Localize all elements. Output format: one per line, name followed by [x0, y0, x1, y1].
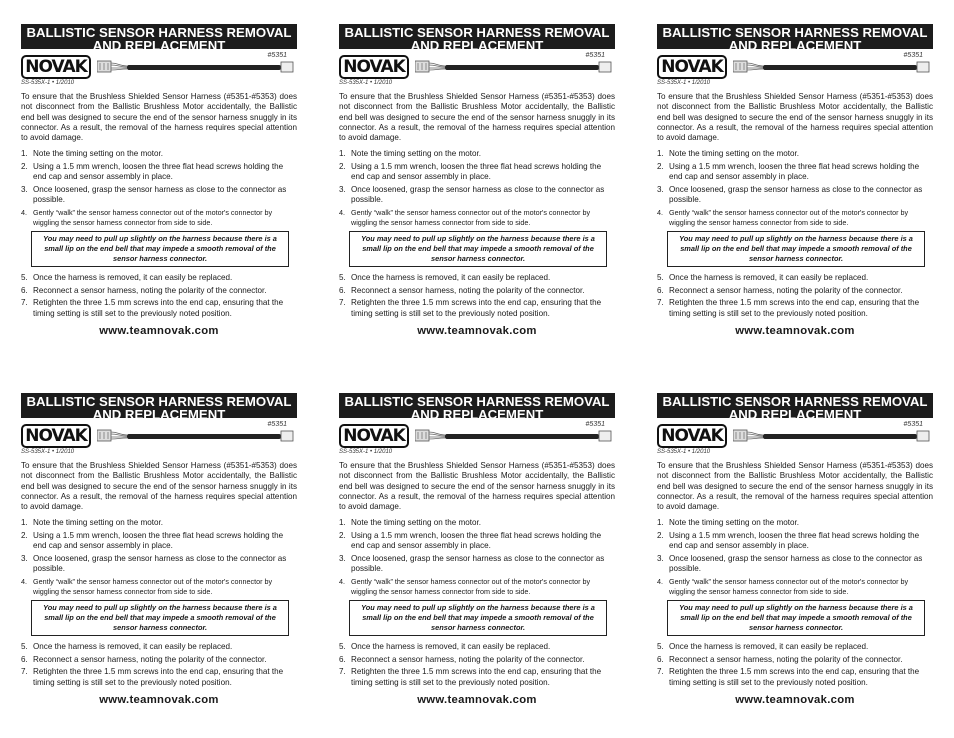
intro-paragraph: To ensure that the Brushless Shielded Sensor Harness (#5351-#5353) does not disconnect from the Ballistic Brushless Motor accidentally, the Ballistic end bell was designed to secure the end of the sensor harness snuggly in its connector. As a result, the removal of the harness requires special attention to avoid damage. [657, 92, 933, 143]
steps-list-1 [21, 518, 297, 597]
list-item [21, 554, 297, 575]
step-number: 2. [657, 161, 664, 171]
step-number: 4. [657, 207, 663, 217]
list-item [21, 149, 297, 159]
novak-logo: NOVAK [657, 55, 727, 79]
steps-list-1 [339, 149, 615, 228]
step-text: Once loosened, grasp the sensor harness as close to the connector as possible. [33, 184, 287, 205]
step-number: 1. [657, 149, 664, 159]
list-item [657, 655, 933, 665]
step-text: Reconnect a sensor harness, noting the polarity of the connector. [669, 285, 903, 295]
list-item [657, 667, 933, 688]
list-item [21, 531, 297, 552]
part-number: #5351 [267, 52, 287, 59]
novak-logo: NOVAK [339, 55, 409, 79]
caution-note: You may need to pull up slightly on the harness because there is a small lip on the end bell that may impede a smooth removal of the sensor harness connector. [349, 231, 607, 267]
step-number: 2. [21, 530, 28, 540]
step-text: Note the timing setting on the motor. [669, 149, 800, 159]
step-number: 7. [339, 667, 346, 677]
sensor-harness-image [415, 426, 613, 448]
step-text: Once the harness is removed, it can easily be replaced. [351, 642, 551, 652]
list-item [657, 577, 933, 598]
step-text: Note the timing setting on the motor. [351, 149, 482, 159]
list-item [657, 531, 933, 552]
list-item [657, 518, 933, 528]
document-code: SS-535X-1 • 1/2010 [339, 80, 393, 86]
step-text: Retighten the three 1.5 mm screws into the end cap, ensuring that the timing setting is still set to the previously noted position. [33, 667, 284, 687]
list-item [21, 286, 297, 296]
card-title: BALLISTIC SENSOR HARNESS REMOVAL AND REPLACEMENT [339, 393, 615, 418]
website-url: www.teamnovak.com [735, 693, 855, 706]
list-item [21, 667, 297, 688]
step-number: 7. [21, 667, 28, 677]
step-text: Retighten the three 1.5 mm screws into the end cap, ensuring that the timing setting is still set to the previously noted position. [669, 667, 920, 687]
step-number: 5. [21, 642, 28, 652]
intro-paragraph: To ensure that the Brushless Shielded Sensor Harness (#5351-#5353) does not disconnect from the Ballistic Brushless Motor accidentally, the Ballistic end bell was designed to secure the end of the sensor harness snuggly in its connector. As a result, the removal of the harness requires special attention to avoid damage. [339, 461, 615, 512]
novak-logo: NOVAK [21, 55, 91, 79]
card-title: BALLISTIC SENSOR HARNESS REMOVAL AND REPLACEMENT [657, 24, 933, 49]
step-text: Gently “walk” the sensor harness connector out of the motor's connector by wiggling the sensor harness connector from side to side. [669, 576, 909, 596]
step-number: 3. [21, 184, 28, 194]
intro-paragraph: To ensure that the Brushless Shielded Sensor Harness (#5351-#5353) does not disconnect from the Ballistic Brushless Motor accidentally, the Ballistic end bell was designed to secure the end of the sensor harness snuggly in its connector. As a result, the removal of the harness requires special attention to avoid damage. [657, 461, 933, 512]
list-item [339, 149, 615, 159]
list-item [339, 298, 615, 319]
logo-row [21, 53, 297, 83]
step-text: Using a 1.5 mm wrench, loosen the three flat head screws holding the end cap and sensor assembly in place. [669, 530, 920, 551]
step-text: Reconnect a sensor harness, noting the polarity of the connector. [669, 654, 903, 664]
list-item [339, 518, 615, 528]
step-text: Note the timing setting on the motor. [33, 518, 164, 528]
step-number: 1. [21, 518, 28, 528]
instruction-card [339, 393, 615, 706]
instruction-card [657, 24, 933, 337]
step-text: Note the timing setting on the motor. [669, 518, 800, 528]
intro-paragraph: To ensure that the Brushless Shielded Sensor Harness (#5351-#5353) does not disconnect from the Ballistic Brushless Motor accidentally, the Ballistic end bell was designed to secure the end of the sensor harness snuggly in its connector. As a result, the removal of the harness requires special attention to avoid damage. [339, 92, 615, 143]
list-item [21, 273, 297, 283]
step-text: Note the timing setting on the motor. [33, 149, 164, 159]
step-text: Gently “walk” the sensor harness connector out of the motor's connector by wiggling the sensor harness connector from side to side. [33, 207, 273, 227]
step-number: 5. [657, 273, 664, 283]
intro-paragraph: To ensure that the Brushless Shielded Sensor Harness (#5351-#5353) does not disconnect from the Ballistic Brushless Motor accidentally, the Ballistic end bell was designed to secure the end of the sensor harness snuggly in its connector. As a result, the removal of the harness requires special attention to avoid damage. [21, 92, 297, 143]
step-text: Gently “walk” the sensor harness connector out of the motor's connector by wiggling the sensor harness connector from side to side. [669, 207, 909, 227]
list-item [21, 185, 297, 206]
step-number: 3. [657, 184, 664, 194]
list-item [657, 286, 933, 296]
caution-note: You may need to pull up slightly on the harness because there is a small lip on the end bell that may impede a smooth removal of the sensor harness connector. [667, 231, 925, 267]
logo-row [21, 422, 297, 452]
step-number: 2. [21, 161, 28, 171]
list-item [657, 298, 933, 319]
sensor-harness-image [97, 57, 295, 79]
step-number: 5. [21, 273, 28, 283]
step-text: Gently “walk” the sensor harness connector out of the motor's connector by wiggling the sensor harness connector from side to side. [33, 576, 273, 596]
step-text: Once loosened, grasp the sensor harness as close to the connector as possible. [351, 184, 605, 205]
list-item [657, 185, 933, 206]
list-item [339, 286, 615, 296]
card-title: BALLISTIC SENSOR HARNESS REMOVAL AND REPLACEMENT [21, 24, 297, 49]
logo-row [657, 53, 933, 83]
step-number: 5. [339, 273, 346, 283]
step-number: 2. [657, 530, 664, 540]
list-item [21, 208, 297, 229]
step-number: 6. [657, 654, 664, 664]
step-number: 7. [339, 298, 346, 308]
step-number: 2. [339, 530, 346, 540]
website-url: www.teamnovak.com [99, 693, 219, 706]
website-url: www.teamnovak.com [735, 324, 855, 337]
step-text: Once the harness is removed, it can easily be replaced. [351, 273, 551, 283]
document-code: SS-535X-1 • 1/2010 [21, 80, 75, 86]
list-item [21, 577, 297, 598]
caution-note: You may need to pull up slightly on the harness because there is a small lip on the end bell that may impede a smooth removal of the sensor harness connector. [667, 600, 925, 636]
step-number: 6. [21, 654, 28, 664]
step-number: 6. [339, 654, 346, 664]
step-text: Once the harness is removed, it can easily be replaced. [669, 273, 869, 283]
caution-note: You may need to pull up slightly on the harness because there is a small lip on the end bell that may impede a smooth removal of the sensor harness connector. [31, 231, 289, 267]
step-number: 3. [21, 553, 28, 563]
list-item [339, 642, 615, 652]
steps-list-2 [657, 642, 933, 688]
list-item [339, 577, 615, 598]
step-number: 1. [657, 518, 664, 528]
step-number: 4. [21, 207, 27, 217]
step-text: Once loosened, grasp the sensor harness as close to the connector as possible. [33, 553, 287, 574]
card-title: BALLISTIC SENSOR HARNESS REMOVAL AND REPLACEMENT [657, 393, 933, 418]
step-number: 7. [657, 298, 664, 308]
list-item [21, 298, 297, 319]
step-number: 3. [657, 553, 664, 563]
part-number: #5351 [585, 421, 605, 428]
steps-list-1 [657, 149, 933, 228]
list-item [21, 518, 297, 528]
step-number: 4. [657, 576, 663, 586]
document-code: SS-535X-1 • 1/2010 [657, 80, 711, 86]
step-number: 3. [339, 184, 346, 194]
step-number: 4. [339, 576, 345, 586]
step-text: Once the harness is removed, it can easily be replaced. [33, 642, 233, 652]
step-number: 1. [21, 149, 28, 159]
step-text: Retighten the three 1.5 mm screws into the end cap, ensuring that the timing setting is still set to the previously noted position. [351, 667, 602, 687]
list-item [21, 642, 297, 652]
part-number: #5351 [585, 52, 605, 59]
list-item [657, 554, 933, 575]
list-item [21, 655, 297, 665]
step-number: 6. [21, 285, 28, 295]
logo-row [339, 53, 615, 83]
step-text: Gently “walk” the sensor harness connector out of the motor's connector by wiggling the sensor harness connector from side to side. [351, 207, 591, 227]
step-number: 2. [339, 161, 346, 171]
website-url: www.teamnovak.com [417, 693, 537, 706]
step-number: 6. [339, 285, 346, 295]
step-text: Reconnect a sensor harness, noting the polarity of the connector. [351, 285, 585, 295]
step-text: Using a 1.5 mm wrench, loosen the three flat head screws holding the end cap and sensor assembly in place. [351, 161, 602, 182]
step-text: Once loosened, grasp the sensor harness as close to the connector as possible. [351, 553, 605, 574]
novak-logo: NOVAK [21, 424, 91, 448]
step-text: Using a 1.5 mm wrench, loosen the three flat head screws holding the end cap and sensor assembly in place. [351, 530, 602, 551]
website-url: www.teamnovak.com [99, 324, 219, 337]
step-number: 1. [339, 518, 346, 528]
logo-row [657, 422, 933, 452]
website-url: www.teamnovak.com [417, 324, 537, 337]
sensor-harness-image [733, 57, 931, 79]
step-text: Reconnect a sensor harness, noting the polarity of the connector. [33, 285, 267, 295]
step-text: Reconnect a sensor harness, noting the polarity of the connector. [351, 654, 585, 664]
list-item [339, 208, 615, 229]
steps-list-2 [21, 642, 297, 688]
steps-list-2 [657, 273, 933, 319]
list-item [657, 642, 933, 652]
step-text: Gently “walk” the sensor harness connector out of the motor's connector by wiggling the sensor harness connector from side to side. [351, 576, 591, 596]
document-code: SS-535X-1 • 1/2010 [21, 449, 75, 455]
part-number: #5351 [903, 52, 923, 59]
list-item [339, 655, 615, 665]
step-text: Once the harness is removed, it can easily be replaced. [669, 642, 869, 652]
document-code: SS-535X-1 • 1/2010 [657, 449, 711, 455]
instruction-card [657, 393, 933, 706]
steps-list-2 [339, 273, 615, 319]
step-number: 7. [657, 667, 664, 677]
steps-list-1 [339, 518, 615, 597]
caution-note: You may need to pull up slightly on the harness because there is a small lip on the end bell that may impede a smooth removal of the sensor harness connector. [31, 600, 289, 636]
list-item [339, 185, 615, 206]
step-text: Once loosened, grasp the sensor harness as close to the connector as possible. [669, 553, 923, 574]
instruction-card [339, 24, 615, 337]
steps-list-2 [21, 273, 297, 319]
list-item [339, 667, 615, 688]
step-text: Retighten the three 1.5 mm screws into the end cap, ensuring that the timing setting is still set to the previously noted position. [351, 298, 602, 318]
step-number: 4. [21, 576, 27, 586]
part-number: #5351 [267, 421, 287, 428]
part-number: #5351 [903, 421, 923, 428]
list-item [339, 531, 615, 552]
instruction-card [21, 393, 297, 706]
list-item [657, 273, 933, 283]
list-item [21, 162, 297, 183]
step-text: Once loosened, grasp the sensor harness as close to the connector as possible. [669, 184, 923, 205]
sensor-harness-image [415, 57, 613, 79]
step-text: Retighten the three 1.5 mm screws into the end cap, ensuring that the timing setting is still set to the previously noted position. [669, 298, 920, 318]
list-item [339, 273, 615, 283]
novak-logo: NOVAK [339, 424, 409, 448]
step-number: 5. [339, 642, 346, 652]
step-text: Note the timing setting on the motor. [351, 518, 482, 528]
step-text: Reconnect a sensor harness, noting the polarity of the connector. [33, 654, 267, 664]
card-title: BALLISTIC SENSOR HARNESS REMOVAL AND REPLACEMENT [21, 393, 297, 418]
logo-row [339, 422, 615, 452]
steps-list-1 [21, 149, 297, 228]
list-item [339, 554, 615, 575]
step-text: Retighten the three 1.5 mm screws into the end cap, ensuring that the timing setting is still set to the previously noted position. [33, 298, 284, 318]
instruction-card [21, 24, 297, 337]
step-text: Once the harness is removed, it can easily be replaced. [33, 273, 233, 283]
step-number: 3. [339, 553, 346, 563]
card-title: BALLISTIC SENSOR HARNESS REMOVAL AND REPLACEMENT [339, 24, 615, 49]
step-text: Using a 1.5 mm wrench, loosen the three flat head screws holding the end cap and sensor assembly in place. [669, 161, 920, 182]
caution-note: You may need to pull up slightly on the harness because there is a small lip on the end bell that may impede a smooth removal of the sensor harness connector. [349, 600, 607, 636]
steps-list-1 [657, 518, 933, 597]
step-number: 4. [339, 207, 345, 217]
steps-list-2 [339, 642, 615, 688]
step-number: 1. [339, 149, 346, 159]
step-text: Using a 1.5 mm wrench, loosen the three flat head screws holding the end cap and sensor assembly in place. [33, 530, 284, 551]
step-number: 5. [657, 642, 664, 652]
step-text: Using a 1.5 mm wrench, loosen the three flat head screws holding the end cap and sensor assembly in place. [33, 161, 284, 182]
list-item [657, 162, 933, 183]
sensor-harness-image [97, 426, 295, 448]
list-item [339, 162, 615, 183]
step-number: 7. [21, 298, 28, 308]
list-item [657, 149, 933, 159]
step-number: 6. [657, 285, 664, 295]
intro-paragraph: To ensure that the Brushless Shielded Sensor Harness (#5351-#5353) does not disconnect from the Ballistic Brushless Motor accidentally, the Ballistic end bell was designed to secure the end of the sensor harness snuggly in its connector. As a result, the removal of the harness requires special attention to avoid damage. [21, 461, 297, 512]
document-code: SS-535X-1 • 1/2010 [339, 449, 393, 455]
list-item [657, 208, 933, 229]
sensor-harness-image [733, 426, 931, 448]
novak-logo: NOVAK [657, 424, 727, 448]
